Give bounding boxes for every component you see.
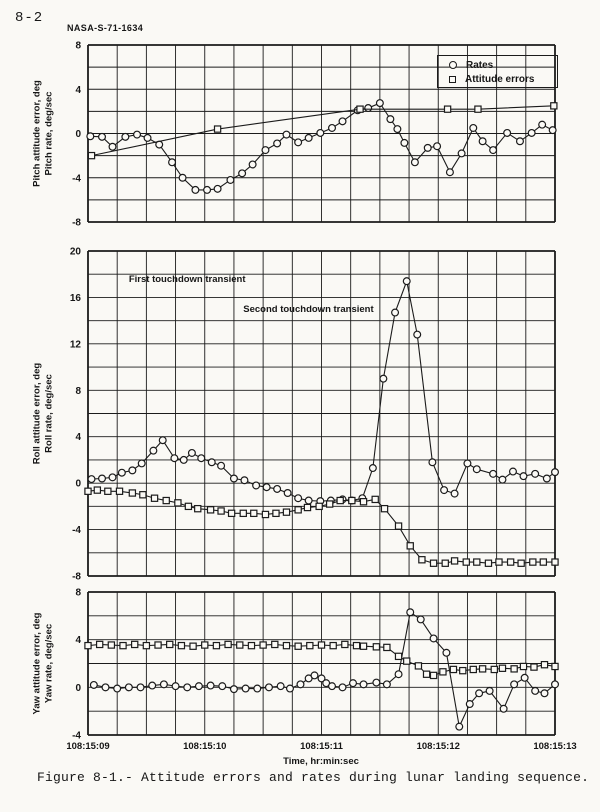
- rates-point-marker: [520, 473, 527, 480]
- attitude-error-point-marker: [541, 662, 547, 668]
- rates-point-marker: [305, 497, 312, 504]
- yaw-chart: [72, 588, 558, 742]
- legend-label-attitude: Attitude errors: [465, 73, 535, 85]
- pitch-y-tick-label: 8: [75, 40, 81, 52]
- attitude-error-point-marker: [151, 495, 157, 501]
- attitude-error-point-marker: [229, 510, 235, 516]
- roll-chart: [70, 247, 559, 583]
- rates-point-marker: [470, 125, 477, 132]
- rates-point-marker: [169, 159, 176, 166]
- rates-point-marker: [102, 684, 109, 691]
- attitude-error-point-marker: [94, 487, 100, 493]
- attitude-error-point-marker: [430, 672, 436, 678]
- attitude-error-point-marker: [316, 503, 322, 509]
- attitude-error-point-marker: [518, 560, 524, 566]
- rates-point-marker: [144, 135, 151, 142]
- rates-point-marker: [350, 680, 357, 687]
- rates-point-marker: [549, 127, 556, 134]
- attitude-error-point-marker: [195, 506, 201, 512]
- rates-point-marker: [464, 460, 471, 467]
- rates-point-marker: [476, 690, 483, 697]
- pitch-y-tick-label: 0: [75, 129, 81, 140]
- attitude-error-point-marker: [372, 496, 378, 502]
- yaw-y-tick-label: 8: [75, 587, 81, 599]
- attitude-error-point-marker: [384, 644, 390, 650]
- rates-point-marker: [109, 474, 116, 481]
- attitude-error-point-marker: [295, 643, 301, 649]
- attitude-error-point-marker: [108, 642, 114, 648]
- rates-point-marker: [134, 131, 141, 138]
- attitude-error-point-marker: [237, 642, 243, 648]
- rates-point-marker: [297, 681, 304, 688]
- rates-point-marker: [172, 683, 179, 690]
- attitude-error-point-marker: [407, 543, 413, 549]
- attitude-error-point-marker: [272, 641, 278, 647]
- attitude-error-point-marker: [155, 642, 161, 648]
- legend-row-attitude: [449, 72, 553, 86]
- rates-point-marker: [109, 143, 116, 150]
- attitude-error-point-marker: [185, 503, 191, 509]
- rates-point-marker: [490, 470, 497, 477]
- attitude-error-point-marker: [85, 643, 91, 649]
- attitude-error-point-marker: [360, 643, 366, 649]
- rates-point-marker: [528, 130, 535, 137]
- rates-point-marker: [274, 140, 281, 147]
- rates-marker-icon: [449, 61, 457, 69]
- attitude-error-point-marker: [248, 643, 254, 649]
- attitude-error-point-marker: [167, 641, 173, 647]
- rates-point-marker: [90, 682, 97, 689]
- attitude-error-point-marker: [273, 510, 279, 516]
- attitude-error-point-marker: [88, 153, 94, 159]
- rates-point-marker: [179, 174, 186, 181]
- rates-point-marker: [88, 476, 95, 483]
- rates-point-marker: [311, 672, 318, 679]
- rates-point-marker: [305, 135, 312, 142]
- attitude-error-point-marker: [499, 665, 505, 671]
- yaw-y-axis-title: [32, 554, 55, 774]
- attitude-error-point-marker: [240, 510, 246, 516]
- x-axis-title: Time, hr:min:sec: [283, 756, 359, 767]
- rates-point-marker: [295, 139, 302, 146]
- attitude-error-point-marker: [440, 669, 446, 675]
- rates-point-marker: [287, 685, 294, 692]
- attitude-error-point-marker: [381, 506, 387, 512]
- x-tick-label: 108:15:09: [66, 741, 110, 752]
- yaw-y-axis-title-line2: Yaw rate, deg/sec: [43, 623, 54, 704]
- rates-point-marker: [434, 143, 441, 150]
- attitude-error-point-marker: [450, 666, 456, 672]
- rates-point-marker: [274, 486, 281, 493]
- attitude-error-point-marker: [474, 559, 480, 565]
- attitude-error-point-marker: [218, 508, 224, 514]
- attitude-error-point-marker: [470, 666, 476, 672]
- roll-y-axis-title-line1: Roll attitude error, deg: [31, 362, 43, 465]
- rates-point-marker: [511, 681, 518, 688]
- rates-point-marker: [295, 495, 302, 502]
- rates-point-marker: [118, 469, 125, 476]
- rates-point-marker: [242, 685, 249, 692]
- rates-point-marker: [180, 457, 187, 464]
- rates-point-marker: [266, 684, 273, 691]
- roll-y-tick-label: 0: [75, 478, 81, 490]
- rates-point-marker: [122, 133, 129, 140]
- rates-point-marker: [184, 684, 191, 691]
- attitude-error-point-marker: [353, 643, 359, 649]
- rates-point-marker: [189, 450, 196, 457]
- attitude-error-point-marker: [475, 106, 481, 112]
- attitude-error-point-marker: [552, 559, 558, 565]
- rates-point-marker: [214, 185, 221, 192]
- attitude-error-point-marker: [251, 510, 257, 516]
- rates-point-marker: [284, 490, 291, 497]
- rates-point-marker: [429, 459, 436, 466]
- rates-point-marker: [532, 470, 539, 477]
- rates-point-marker: [441, 487, 448, 494]
- attitude-error-point-marker: [262, 511, 268, 517]
- rates-point-marker: [150, 447, 157, 454]
- rates-point-marker: [447, 169, 454, 176]
- yaw-y-axis-title-line1: Yaw attitude error, deg: [31, 612, 43, 715]
- attitude-error-point-marker: [120, 643, 126, 649]
- rates-point-marker: [417, 616, 424, 623]
- attitude-error-point-marker: [283, 643, 289, 649]
- roll-y-axis-title: [32, 304, 55, 524]
- attitude-error-point-marker: [419, 557, 425, 563]
- roll-y-tick-label: 8: [75, 385, 81, 397]
- legend-label-rates: Rates: [466, 59, 494, 71]
- legend-row-rates: [449, 58, 553, 72]
- attitude-error-point-marker: [444, 106, 450, 112]
- rates-point-marker: [207, 682, 214, 689]
- annotation-second-touchdown-transient: Second touchdown transient: [243, 304, 374, 316]
- rates-point-marker: [541, 690, 548, 697]
- attitude-error-point-marker: [360, 499, 366, 505]
- attitude-error-point-marker: [395, 523, 401, 529]
- x-tick-label: 108:15:12: [416, 741, 460, 752]
- rates-point-marker: [473, 466, 480, 473]
- rates-point-marker: [365, 105, 372, 112]
- attitude-error-point-marker: [357, 106, 363, 112]
- rates-point-marker: [114, 685, 121, 692]
- attitude-error-point-marker: [551, 103, 557, 109]
- rates-point-marker: [403, 278, 410, 285]
- rates-point-marker: [479, 138, 486, 145]
- rates-point-marker: [196, 683, 203, 690]
- rates-point-marker: [160, 681, 167, 688]
- attitude-error-point-marker: [214, 126, 220, 132]
- attitude-error-point-marker: [460, 668, 466, 674]
- rates-point-marker: [383, 681, 390, 688]
- rates-point-marker: [504, 130, 511, 137]
- pitch-y-axis-title: [32, 24, 55, 244]
- rates-point-marker: [277, 683, 284, 690]
- rates-point-marker: [317, 130, 324, 137]
- rates-point-marker: [283, 131, 290, 138]
- rates-point-marker: [149, 682, 156, 689]
- rates-point-marker: [159, 437, 166, 444]
- rates-point-marker: [129, 467, 136, 474]
- attitude-error-point-marker: [283, 509, 289, 515]
- rates-point-marker: [407, 609, 414, 616]
- attitude-error-point-marker: [540, 559, 546, 565]
- rates-point-marker: [552, 469, 559, 476]
- rates-point-marker: [231, 475, 238, 482]
- attitude-error-point-marker: [163, 497, 169, 503]
- legend: [437, 55, 558, 88]
- attitude-error-point-marker: [116, 488, 122, 494]
- rates-point-marker: [430, 635, 437, 642]
- attitude-error-point-marker: [404, 658, 410, 664]
- annotation-first-touchdown-transient: First touchdown transient: [128, 273, 246, 285]
- attitude-error-point-marker: [395, 653, 401, 659]
- rates-point-marker: [458, 150, 465, 157]
- rates-point-marker: [87, 133, 94, 140]
- attitude-error-point-marker: [485, 560, 491, 566]
- pitch-y-tick-label: -8: [72, 217, 81, 229]
- rates-point-marker: [239, 170, 246, 177]
- rates-point-marker: [369, 465, 376, 472]
- rates-point-marker: [125, 684, 132, 691]
- attitude-error-point-marker: [225, 641, 231, 647]
- attitude-error-point-marker: [511, 666, 517, 672]
- rates-point-marker: [171, 455, 178, 462]
- pitch-y-axis-title-line1: Pitch attitude error, deg: [31, 80, 43, 187]
- attitude-error-point-marker: [129, 490, 135, 496]
- attitude-error-point-marker: [318, 642, 324, 648]
- attitude-error-point-marker: [304, 504, 310, 510]
- rates-point-marker: [532, 688, 539, 695]
- rates-point-marker: [539, 121, 546, 128]
- rates-point-marker: [443, 649, 450, 656]
- attitude-error-point-marker: [552, 663, 558, 669]
- pitch-y-tick-label: -4: [72, 173, 81, 185]
- yaw-y-tick-label: 4: [75, 635, 81, 647]
- attitude-error-point-marker: [480, 666, 486, 672]
- attitude-error-point-marker: [213, 643, 219, 649]
- rates-point-marker: [552, 681, 559, 688]
- attitude-error-point-marker: [85, 488, 91, 494]
- rates-point-marker: [99, 475, 106, 482]
- rates-point-marker: [451, 490, 458, 497]
- page-number: 8-2: [15, 10, 44, 26]
- roll-y-tick-label: -8: [72, 571, 81, 583]
- document-number: NASA-S-71-1634: [67, 23, 144, 33]
- attitude-error-point-marker: [508, 559, 514, 565]
- attitude-error-point-marker: [530, 559, 536, 565]
- attitude-error-point-marker: [491, 666, 497, 672]
- rates-point-marker: [517, 138, 524, 145]
- roll-y-tick-label: 4: [75, 432, 81, 444]
- rates-point-marker: [412, 159, 419, 166]
- attitude-error-point-marker: [307, 643, 313, 649]
- roll-y-tick-label: 16: [69, 292, 81, 304]
- rates-point-marker: [500, 705, 507, 712]
- rates-point-marker: [99, 133, 106, 140]
- rates-point-marker: [376, 100, 383, 107]
- rates-point-marker: [401, 140, 408, 147]
- rates-point-marker: [339, 684, 346, 691]
- rates-point-marker: [394, 126, 401, 133]
- rates-point-marker: [373, 679, 380, 686]
- rates-point-marker: [262, 147, 269, 154]
- rates-point-marker: [263, 484, 270, 491]
- attitude-error-point-marker: [207, 507, 213, 513]
- rates-point-marker: [137, 684, 144, 691]
- rates-point-marker: [521, 674, 528, 681]
- rates-point-marker: [395, 671, 402, 678]
- x-tick-label: 108:15:11: [300, 741, 343, 752]
- attitude-error-point-marker: [423, 671, 429, 677]
- attitude-error-point-marker: [143, 643, 149, 649]
- attitude-error-point-marker: [496, 559, 502, 565]
- roll-y-tick-label: -4: [72, 525, 81, 537]
- yaw-y-tick-label: 0: [75, 682, 81, 694]
- x-tick-label: 108:15:13: [533, 741, 577, 752]
- roll-y-tick-label: 20: [69, 246, 81, 258]
- rates-point-marker: [208, 459, 215, 466]
- rates-point-marker: [387, 116, 394, 123]
- attitude-error-point-marker: [327, 501, 333, 507]
- rates-point-marker: [456, 723, 463, 730]
- attitude-error-point-marker: [349, 497, 355, 503]
- rates-point-marker: [218, 462, 225, 469]
- rates-point-marker: [486, 688, 493, 695]
- rates-point-marker: [231, 686, 238, 693]
- attitude-error-point-marker: [175, 500, 181, 506]
- rates-point-marker: [360, 681, 367, 688]
- rates-point-marker: [490, 147, 497, 154]
- attitude-error-point-marker: [337, 497, 343, 503]
- rates-point-marker: [380, 375, 387, 382]
- attitude-error-point-marker: [178, 643, 184, 649]
- attitude-error-point-marker: [430, 560, 436, 566]
- attitude-error-point-marker: [190, 643, 196, 649]
- attitude-error-point-marker: [97, 641, 103, 647]
- yaw-y-tick-label: -4: [72, 730, 81, 742]
- attitude-error-point-marker: [132, 641, 138, 647]
- attitude-error-point-marker: [105, 488, 111, 494]
- attitude-error-point-marker: [342, 641, 348, 647]
- x-tick-label: 108:15:10: [183, 741, 227, 752]
- rates-point-marker: [414, 331, 421, 338]
- attitude-error-point-marker: [520, 663, 526, 669]
- figure-caption: Figure 8-1.- Attitude errors and rates during lunar landing sequence.: [37, 770, 590, 785]
- rates-point-marker: [424, 144, 431, 151]
- attitude-error-point-marker: [373, 644, 379, 650]
- rates-point-marker: [241, 477, 248, 484]
- attitude-error-point-marker: [451, 558, 457, 564]
- attitude-error-point-marker: [260, 642, 266, 648]
- attitude-error-point-marker: [330, 643, 336, 649]
- rates-point-marker: [219, 683, 226, 690]
- attitude-error-point-marker: [140, 492, 146, 498]
- attitude-error-point-marker: [202, 642, 208, 648]
- rates-point-marker: [499, 476, 506, 483]
- pitch-y-tick-label: 4: [75, 84, 81, 96]
- rates-point-marker: [254, 685, 261, 692]
- rates-point-marker: [192, 187, 199, 194]
- attitude-error-point-marker: [463, 559, 469, 565]
- rates-point-marker: [329, 125, 336, 132]
- attitude-errors-marker-icon: [449, 76, 456, 83]
- rates-point-marker: [198, 455, 205, 462]
- rates-point-marker: [227, 177, 234, 184]
- attitude-error-point-marker: [442, 560, 448, 566]
- rates-point-marker: [466, 701, 473, 708]
- rates-point-marker: [249, 161, 256, 168]
- roll-y-tick-label: 12: [69, 339, 81, 351]
- attitude-error-point-marker: [295, 507, 301, 513]
- rates-point-marker: [392, 309, 399, 316]
- rates-point-marker: [510, 468, 517, 475]
- attitude-error-point-marker: [415, 663, 421, 669]
- rates-point-marker: [543, 475, 550, 482]
- roll-y-axis-title-line2: Roll rate, deg/sec: [43, 374, 54, 453]
- rates-point-marker: [339, 118, 346, 125]
- pitch-y-axis-title-line2: Pitch rate, deg/sec: [43, 91, 54, 176]
- attitude-error-point-marker: [531, 664, 537, 670]
- rates-point-marker: [204, 187, 211, 194]
- rates-point-marker: [329, 683, 336, 690]
- rates-point-marker: [138, 460, 145, 467]
- rates-point-marker: [253, 482, 260, 489]
